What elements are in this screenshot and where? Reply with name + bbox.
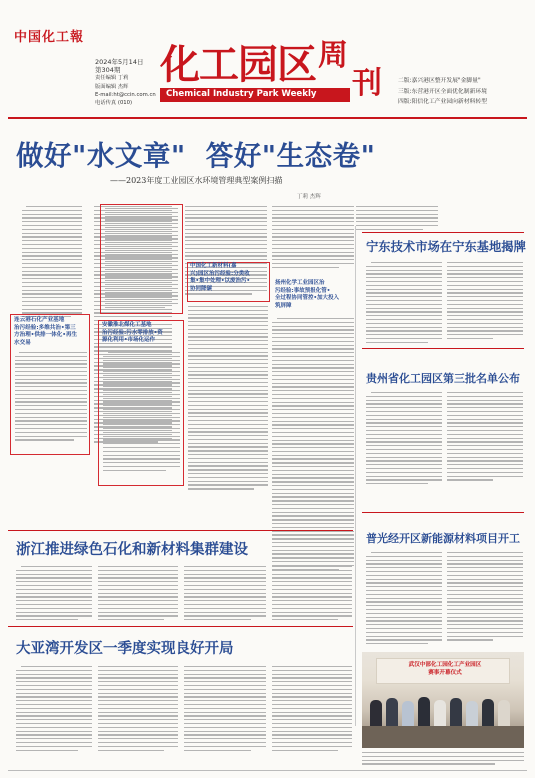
ningdong-headline[interactable]: 宁东技术市场在宁东基地揭牌: [366, 239, 526, 254]
masthead-kan: 刊: [352, 66, 382, 101]
dayawan-top-rule: [8, 626, 353, 627]
issue-date: 2024年5月14日: [95, 58, 144, 66]
designer-label: 版面编辑 杰辉: [95, 83, 129, 90]
zhejiang-top-rule: [8, 530, 353, 531]
email-label: E-mail:ht@ccin.com.cn: [95, 91, 156, 98]
case-box-huaibei-title[interactable]: 安徽淮北煤化工基地 治污经验:污水零排放•资 源化利用•市场化运作: [102, 322, 163, 344]
zhejiang-body-3: [184, 566, 266, 623]
column-divider: [355, 226, 356, 726]
lead-body-col3b: [188, 306, 268, 492]
dayawan-headline[interactable]: 大亚湾开发区一季度实现良好开局: [16, 640, 234, 657]
lead-body-col4b: [272, 318, 354, 572]
lead-body-col5: [356, 206, 438, 233]
guizhou-body-a: [366, 392, 442, 487]
teaser-item[interactable]: 二版:嘉兴港区整开发展"金脚量": [398, 78, 481, 84]
teaser-item[interactable]: 四版:阳信化工产业园向新材料转型: [398, 99, 487, 105]
phone-label: 电话传真 (010): [95, 100, 133, 107]
puhua-body-b: [447, 552, 523, 643]
photo-people-row: [368, 696, 518, 726]
event-photo[interactable]: [362, 652, 524, 748]
photo-banner-text: 武汉中部化工园化工产业园区 赛事开幕仪式: [408, 662, 482, 676]
masthead-title: 化工园区: [160, 41, 316, 88]
guizhou-body-b: [447, 392, 523, 483]
lead-byline: 丁莉 杰辉: [297, 194, 321, 200]
guizhou-headline[interactable]: 贵州省化工园区第三批名单公布: [366, 372, 520, 385]
zhejiang-body-2: [98, 566, 178, 623]
puhua-headline[interactable]: 普光经开区新能源材料项目开工: [366, 532, 520, 545]
masthead-english-bar: [160, 88, 350, 102]
newspaper-logo: 中国化工報: [14, 30, 85, 45]
masthead-divider: [8, 117, 527, 119]
zhejiang-body-4: [272, 566, 352, 623]
case-box-yangzhou-title[interactable]: 扬州化学工业园区治 污经验:事故预报化管• 全过程协同管控•加大投入 筑屏障: [275, 280, 340, 309]
zhejiang-body-1: [16, 566, 92, 623]
ningdong-body-b: [447, 262, 523, 342]
masthead-zhou: 周: [318, 38, 348, 73]
lead-headline[interactable]: 做好"水文章" 答好"生态卷": [16, 140, 376, 172]
guizhou-top-rule: [362, 348, 524, 349]
photo-floor: [362, 726, 524, 748]
teaser-list: [398, 76, 487, 108]
dayawan-body-4: [272, 666, 352, 753]
page-bottom-rule: [8, 770, 527, 771]
case-box-col3-body: [105, 208, 178, 311]
dayawan-body-3: [184, 666, 266, 753]
dayawan-body-2: [98, 666, 178, 753]
puhua-body-a: [366, 552, 442, 647]
case-box-lianyungang-title[interactable]: 连云港石化产业基地 治污经验:多维共治•第三 方治理•供排一体化•再生 水交易: [14, 317, 78, 346]
issue-info: [95, 58, 156, 107]
lianyungang-body: [15, 352, 87, 443]
issue-number: 第304期: [95, 66, 121, 75]
editor-label: 责任编辑 丁莉: [95, 75, 129, 82]
lead-body-col1: [22, 206, 82, 320]
ningdong-top-rule: [362, 232, 524, 233]
zhejiang-headline[interactable]: 浙江推进绿色石化和新材料集群建设: [16, 541, 248, 558]
photo-caption: [362, 752, 524, 767]
masthead-english: Chemical Industry Park Weekly: [166, 89, 317, 99]
lead-subheadline: ——2023年度工业园区水环境管理典型案例扫描: [110, 176, 283, 185]
ningdong-body-a: [366, 262, 442, 346]
case-box-jiaxing-title[interactable]: 中国化工新材料(嘉 兴)园区治污经验:分类收 集•集中处理•以废治污• 协同降碳: [190, 263, 251, 292]
teaser-item[interactable]: 三版:东营港开区全面优化制新环境: [398, 88, 487, 95]
huaibei-body: [103, 352, 180, 474]
puhua-top-rule: [362, 512, 524, 513]
lead-body-col4: [272, 206, 354, 271]
dayawan-body-1: [16, 666, 92, 753]
